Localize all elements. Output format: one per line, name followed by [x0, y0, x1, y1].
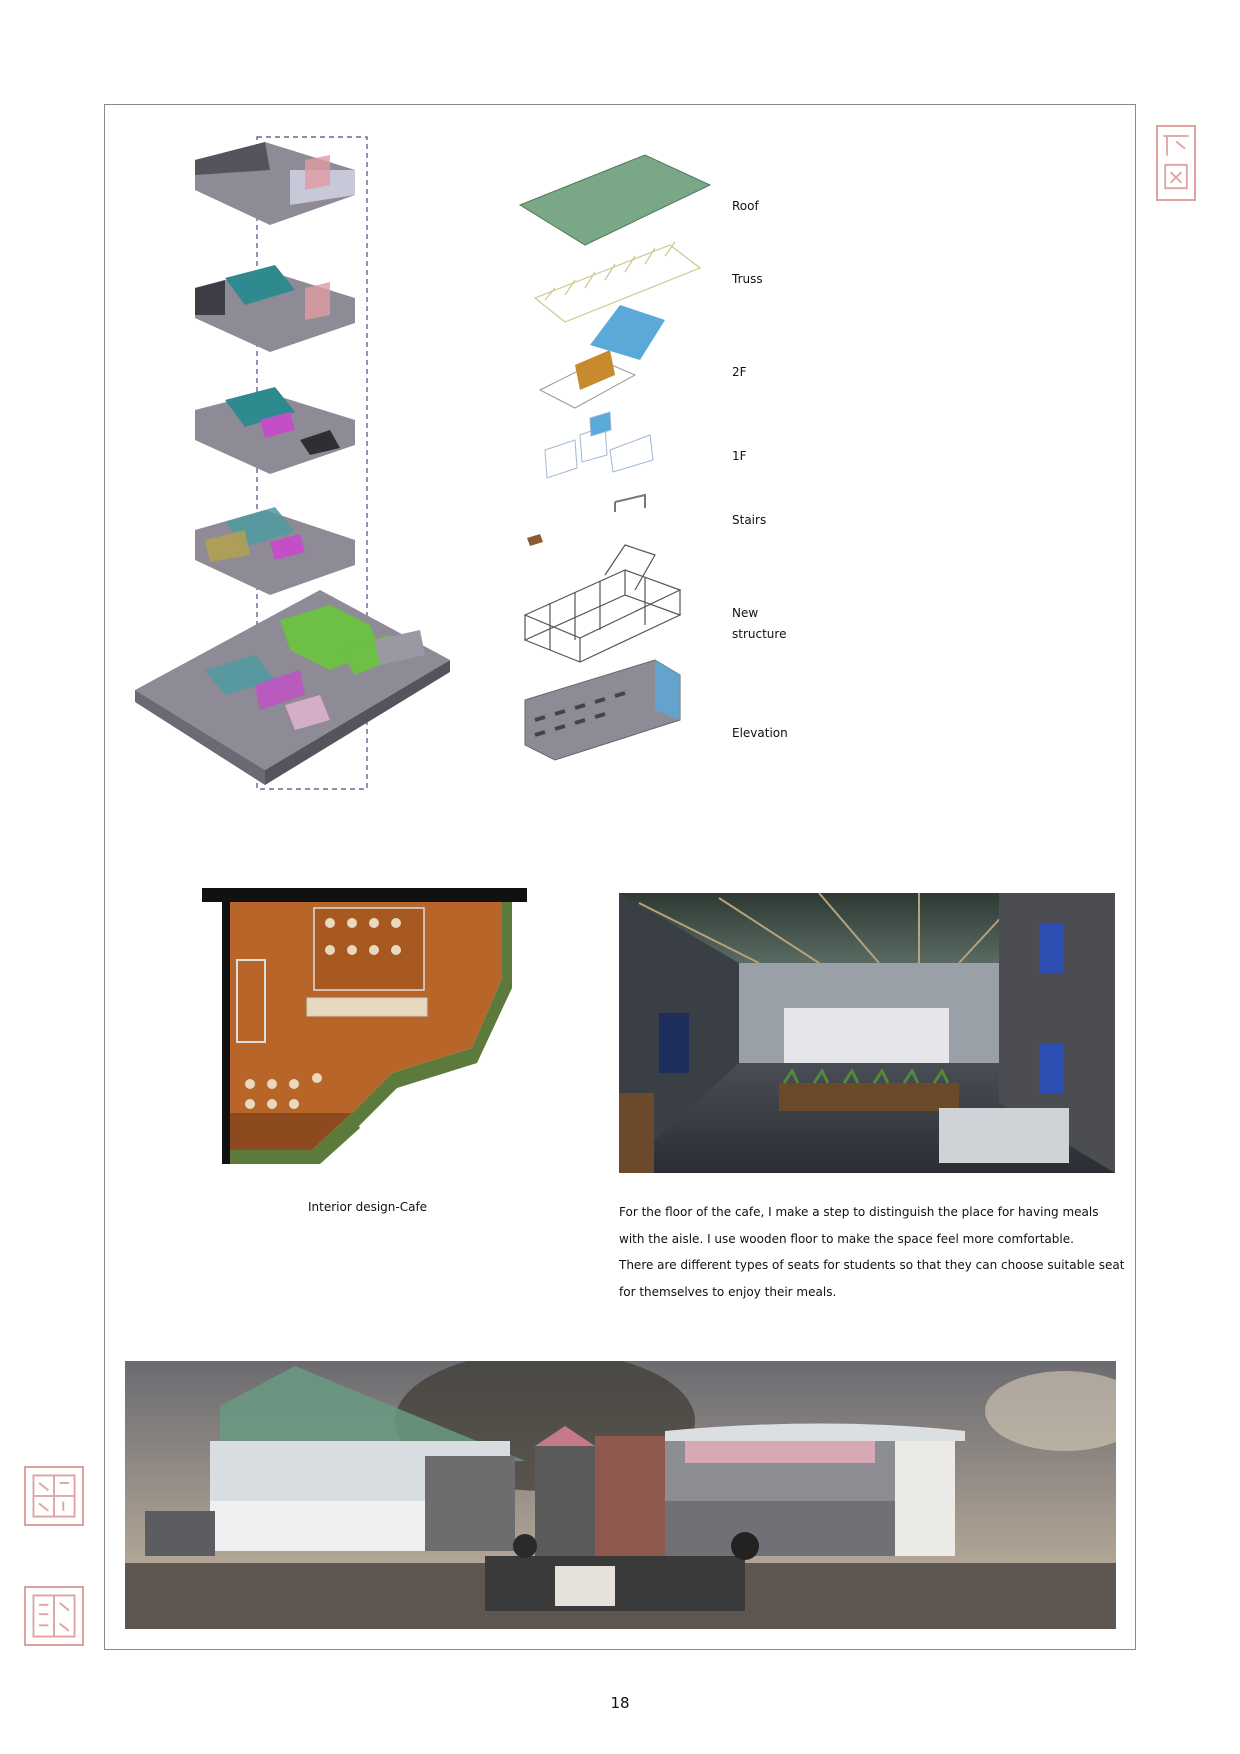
cafe-description: [619, 1199, 1139, 1305]
label-2f: 2F: [732, 365, 747, 379]
seal-stamp-middle: [24, 1466, 84, 1526]
massing-ground-level: [195, 507, 355, 595]
massing-axonometric-stack: [130, 130, 470, 800]
page-number: 18: [610, 1694, 630, 1712]
seal-stamp-top: [1156, 125, 1196, 201]
massing-site-base: [135, 590, 450, 785]
massing-2f-level: [195, 265, 355, 352]
cafe-floor-plan: [202, 888, 532, 1173]
cafe-description-line: for themselves to enjoy their meals.: [619, 1284, 837, 1299]
cafe-description-line: For the floor of the cafe, I make a step to distinguish the place for having meals: [619, 1205, 1099, 1219]
label-new-structure-2: structure: [732, 627, 787, 641]
massing-1f-level: [195, 387, 355, 474]
stairs-fragment: [527, 534, 543, 546]
label-new-structure-1: New: [732, 606, 759, 620]
roof-layer: [520, 155, 710, 245]
exploded-axonometric-diagram: [515, 150, 725, 780]
building-section-render: [125, 1361, 1116, 1629]
label-truss: Truss: [732, 272, 763, 286]
new-structure-layer: [525, 545, 680, 662]
label-roof: Roof: [732, 199, 759, 213]
2f-layer: [540, 305, 665, 408]
1f-layer: [545, 412, 653, 478]
cafe-interior-render: [619, 893, 1115, 1173]
cafe-description-line: with the aisle. I use wooden floor to make the space feel more comfortable.: [619, 1231, 1074, 1246]
label-elevation: Elevation: [732, 726, 788, 740]
label-1f: 1F: [732, 449, 747, 463]
elevation-layer: [525, 660, 680, 760]
label-stairs: Stairs: [732, 513, 767, 527]
cafe-description-line: There are different types of seats for students so that they can choose suitable seat: [619, 1258, 1125, 1272]
seal-stamp-bottom: [24, 1586, 84, 1646]
massing-roof-level: [195, 142, 355, 225]
cafe-caption: Interior design-Cafe: [308, 1200, 428, 1214]
stairs-layer: [615, 495, 645, 512]
